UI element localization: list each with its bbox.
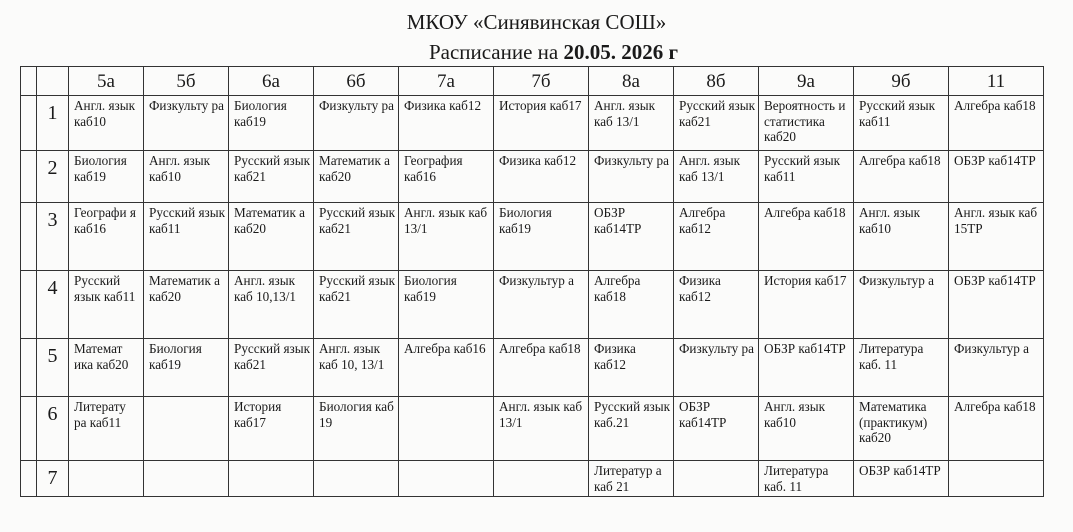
- lesson-cell: Физика каб12: [589, 339, 674, 397]
- lesson-cell: Физика каб12: [399, 96, 494, 151]
- lesson-cell: [229, 461, 314, 497]
- lesson-cell: Вероятность и статистика каб20: [759, 96, 854, 151]
- gutter-cell: [21, 203, 37, 271]
- header-row: [21, 67, 1044, 96]
- lesson-cell: Алгебра каб18: [854, 151, 949, 203]
- lesson-cell: Англ. язык каб10: [759, 397, 854, 461]
- lesson-cell: [144, 397, 229, 461]
- lesson-cell: Физкульту ра: [144, 96, 229, 151]
- lesson-row: [21, 397, 1044, 461]
- schedule-table: [20, 66, 1044, 497]
- lesson-cell: История каб17: [759, 271, 854, 339]
- lesson-cell: Алгебра каб18: [494, 339, 589, 397]
- lesson-cell: Англ. язык каб 15ТР: [949, 203, 1044, 271]
- lesson-number: 3: [37, 203, 69, 271]
- lesson-row: [21, 339, 1044, 397]
- lesson-cell: ОБЗР каб14ТР: [759, 339, 854, 397]
- lesson-cell: Русский язык каб21: [229, 151, 314, 203]
- lesson-row: [21, 151, 1044, 203]
- lesson-cell: Математик а каб20: [229, 203, 314, 271]
- lesson-cell: Биология каб 19: [314, 397, 399, 461]
- class-header: 8б: [674, 67, 759, 96]
- lesson-cell: Биология каб19: [144, 339, 229, 397]
- lesson-number: 2: [37, 151, 69, 203]
- lesson-cell: Алгебра каб18: [949, 397, 1044, 461]
- lesson-cell: Алгебра каб18: [949, 96, 1044, 151]
- class-header: 6б: [314, 67, 399, 96]
- lesson-cell: ОБЗР каб14ТР: [854, 461, 949, 497]
- lesson-cell: Литература каб. 11: [759, 461, 854, 497]
- lesson-cell: ОБЗР каб14ТР: [589, 203, 674, 271]
- corner-cell: [37, 67, 69, 96]
- lesson-row: [21, 461, 1044, 497]
- class-header: 6а: [229, 67, 314, 96]
- page-title: МКОУ «Синявинская СОШ»: [406, 10, 667, 34]
- lesson-cell: Англ. язык каб 13/1: [494, 397, 589, 461]
- lesson-cell: [314, 461, 399, 497]
- schedule-date: 20.05. 2026 г: [563, 40, 679, 64]
- lesson-cell: Математика (практикум) каб20: [854, 397, 949, 461]
- lesson-cell: Англ. язык каб 10, 13/1: [314, 339, 399, 397]
- lesson-cell: Физкульту ра: [674, 339, 759, 397]
- lesson-cell: Русский язык каб11: [854, 96, 949, 151]
- lesson-cell: Русский язык каб21: [229, 339, 314, 397]
- lesson-cell: [399, 461, 494, 497]
- class-header: 9а: [759, 67, 854, 96]
- lesson-cell: Алгебра каб16: [399, 339, 494, 397]
- lesson-cell: Литератур а каб 21: [589, 461, 674, 497]
- subtitle-prefix: Расписание на: [428, 40, 564, 64]
- lesson-cell: История каб17: [229, 397, 314, 461]
- lesson-number: 6: [37, 397, 69, 461]
- lesson-cell: Литература каб. 11: [854, 339, 949, 397]
- gutter-cell: [21, 461, 37, 497]
- lesson-cell: Математик а каб20: [144, 271, 229, 339]
- lesson-cell: ОБЗР каб14ТР: [949, 151, 1044, 203]
- lesson-row: [21, 203, 1044, 271]
- lesson-cell: Русский язык каб21: [674, 96, 759, 151]
- gutter-cell: [21, 151, 37, 203]
- lesson-cell: Англ. язык каб 10,13/1: [229, 271, 314, 339]
- class-header: 7а: [399, 67, 494, 96]
- lesson-cell: Физкультур а: [854, 271, 949, 339]
- lesson-number: 7: [37, 461, 69, 497]
- lesson-cell: Географи я каб16: [69, 203, 144, 271]
- page-subtitle: [0, 40, 1073, 64]
- lesson-number: 4: [37, 271, 69, 339]
- lesson-cell: Алгебра каб18: [589, 271, 674, 339]
- lesson-cell: Англ. язык каб 13/1: [674, 151, 759, 203]
- lesson-cell: ОБЗР каб14ТР: [674, 397, 759, 461]
- class-header: 9б: [854, 67, 949, 96]
- lesson-cell: Русский язык каб11: [759, 151, 854, 203]
- lesson-row: [21, 271, 1044, 339]
- lesson-cell: Биология каб19: [399, 271, 494, 339]
- lesson-cell: Алгебра каб12: [674, 203, 759, 271]
- lesson-cell: Алгебра каб18: [759, 203, 854, 271]
- lesson-cell: Биология каб19: [229, 96, 314, 151]
- gutter-cell: [21, 339, 37, 397]
- class-header: 5а: [69, 67, 144, 96]
- lesson-cell: Русский язык каб11: [144, 203, 229, 271]
- lesson-cell: Физкультур а: [494, 271, 589, 339]
- lesson-cell: Русский язык каб21: [314, 203, 399, 271]
- class-header: 11: [949, 67, 1044, 96]
- lesson-cell: Физика каб12: [494, 151, 589, 203]
- lesson-cell: [69, 461, 144, 497]
- lesson-cell: Математ ика каб20: [69, 339, 144, 397]
- class-header: 8а: [589, 67, 674, 96]
- lesson-cell: Биология каб19: [69, 151, 144, 203]
- lesson-cell: История каб17: [494, 96, 589, 151]
- lesson-cell: Русский язык каб21: [314, 271, 399, 339]
- lesson-cell: Англ. язык каб 13/1: [399, 203, 494, 271]
- lesson-cell: Англ. язык каб 13/1: [589, 96, 674, 151]
- lesson-cell: Физика каб12: [674, 271, 759, 339]
- lesson-cell: Русский язык каб11: [69, 271, 144, 339]
- class-header: 5б: [144, 67, 229, 96]
- class-header: 7б: [494, 67, 589, 96]
- gutter-cell: [21, 397, 37, 461]
- lesson-cell: Физкульту ра: [314, 96, 399, 151]
- gutter-cell: [21, 67, 37, 96]
- lesson-row: [21, 96, 1044, 151]
- gutter-cell: [21, 271, 37, 339]
- lesson-cell: География каб16: [399, 151, 494, 203]
- lesson-cell: Литерату ра каб11: [69, 397, 144, 461]
- gutter-cell: [21, 96, 37, 151]
- lesson-cell: [144, 461, 229, 497]
- lesson-cell: Математик а каб20: [314, 151, 399, 203]
- lesson-cell: [674, 461, 759, 497]
- lesson-number: 5: [37, 339, 69, 397]
- lesson-cell: [494, 461, 589, 497]
- lesson-cell: [399, 397, 494, 461]
- lesson-cell: Физкульту ра: [589, 151, 674, 203]
- lesson-number: 1: [37, 96, 69, 151]
- lesson-cell: Русский язык каб.21: [589, 397, 674, 461]
- lesson-cell: ОБЗР каб14ТР: [949, 271, 1044, 339]
- lesson-cell: Физкультур а: [949, 339, 1044, 397]
- lesson-cell: Англ. язык каб10: [69, 96, 144, 151]
- lesson-cell: Англ. язык каб10: [854, 203, 949, 271]
- lesson-cell: Англ. язык каб10: [144, 151, 229, 203]
- lesson-cell: Биология каб19: [494, 203, 589, 271]
- lesson-cell: [949, 461, 1044, 497]
